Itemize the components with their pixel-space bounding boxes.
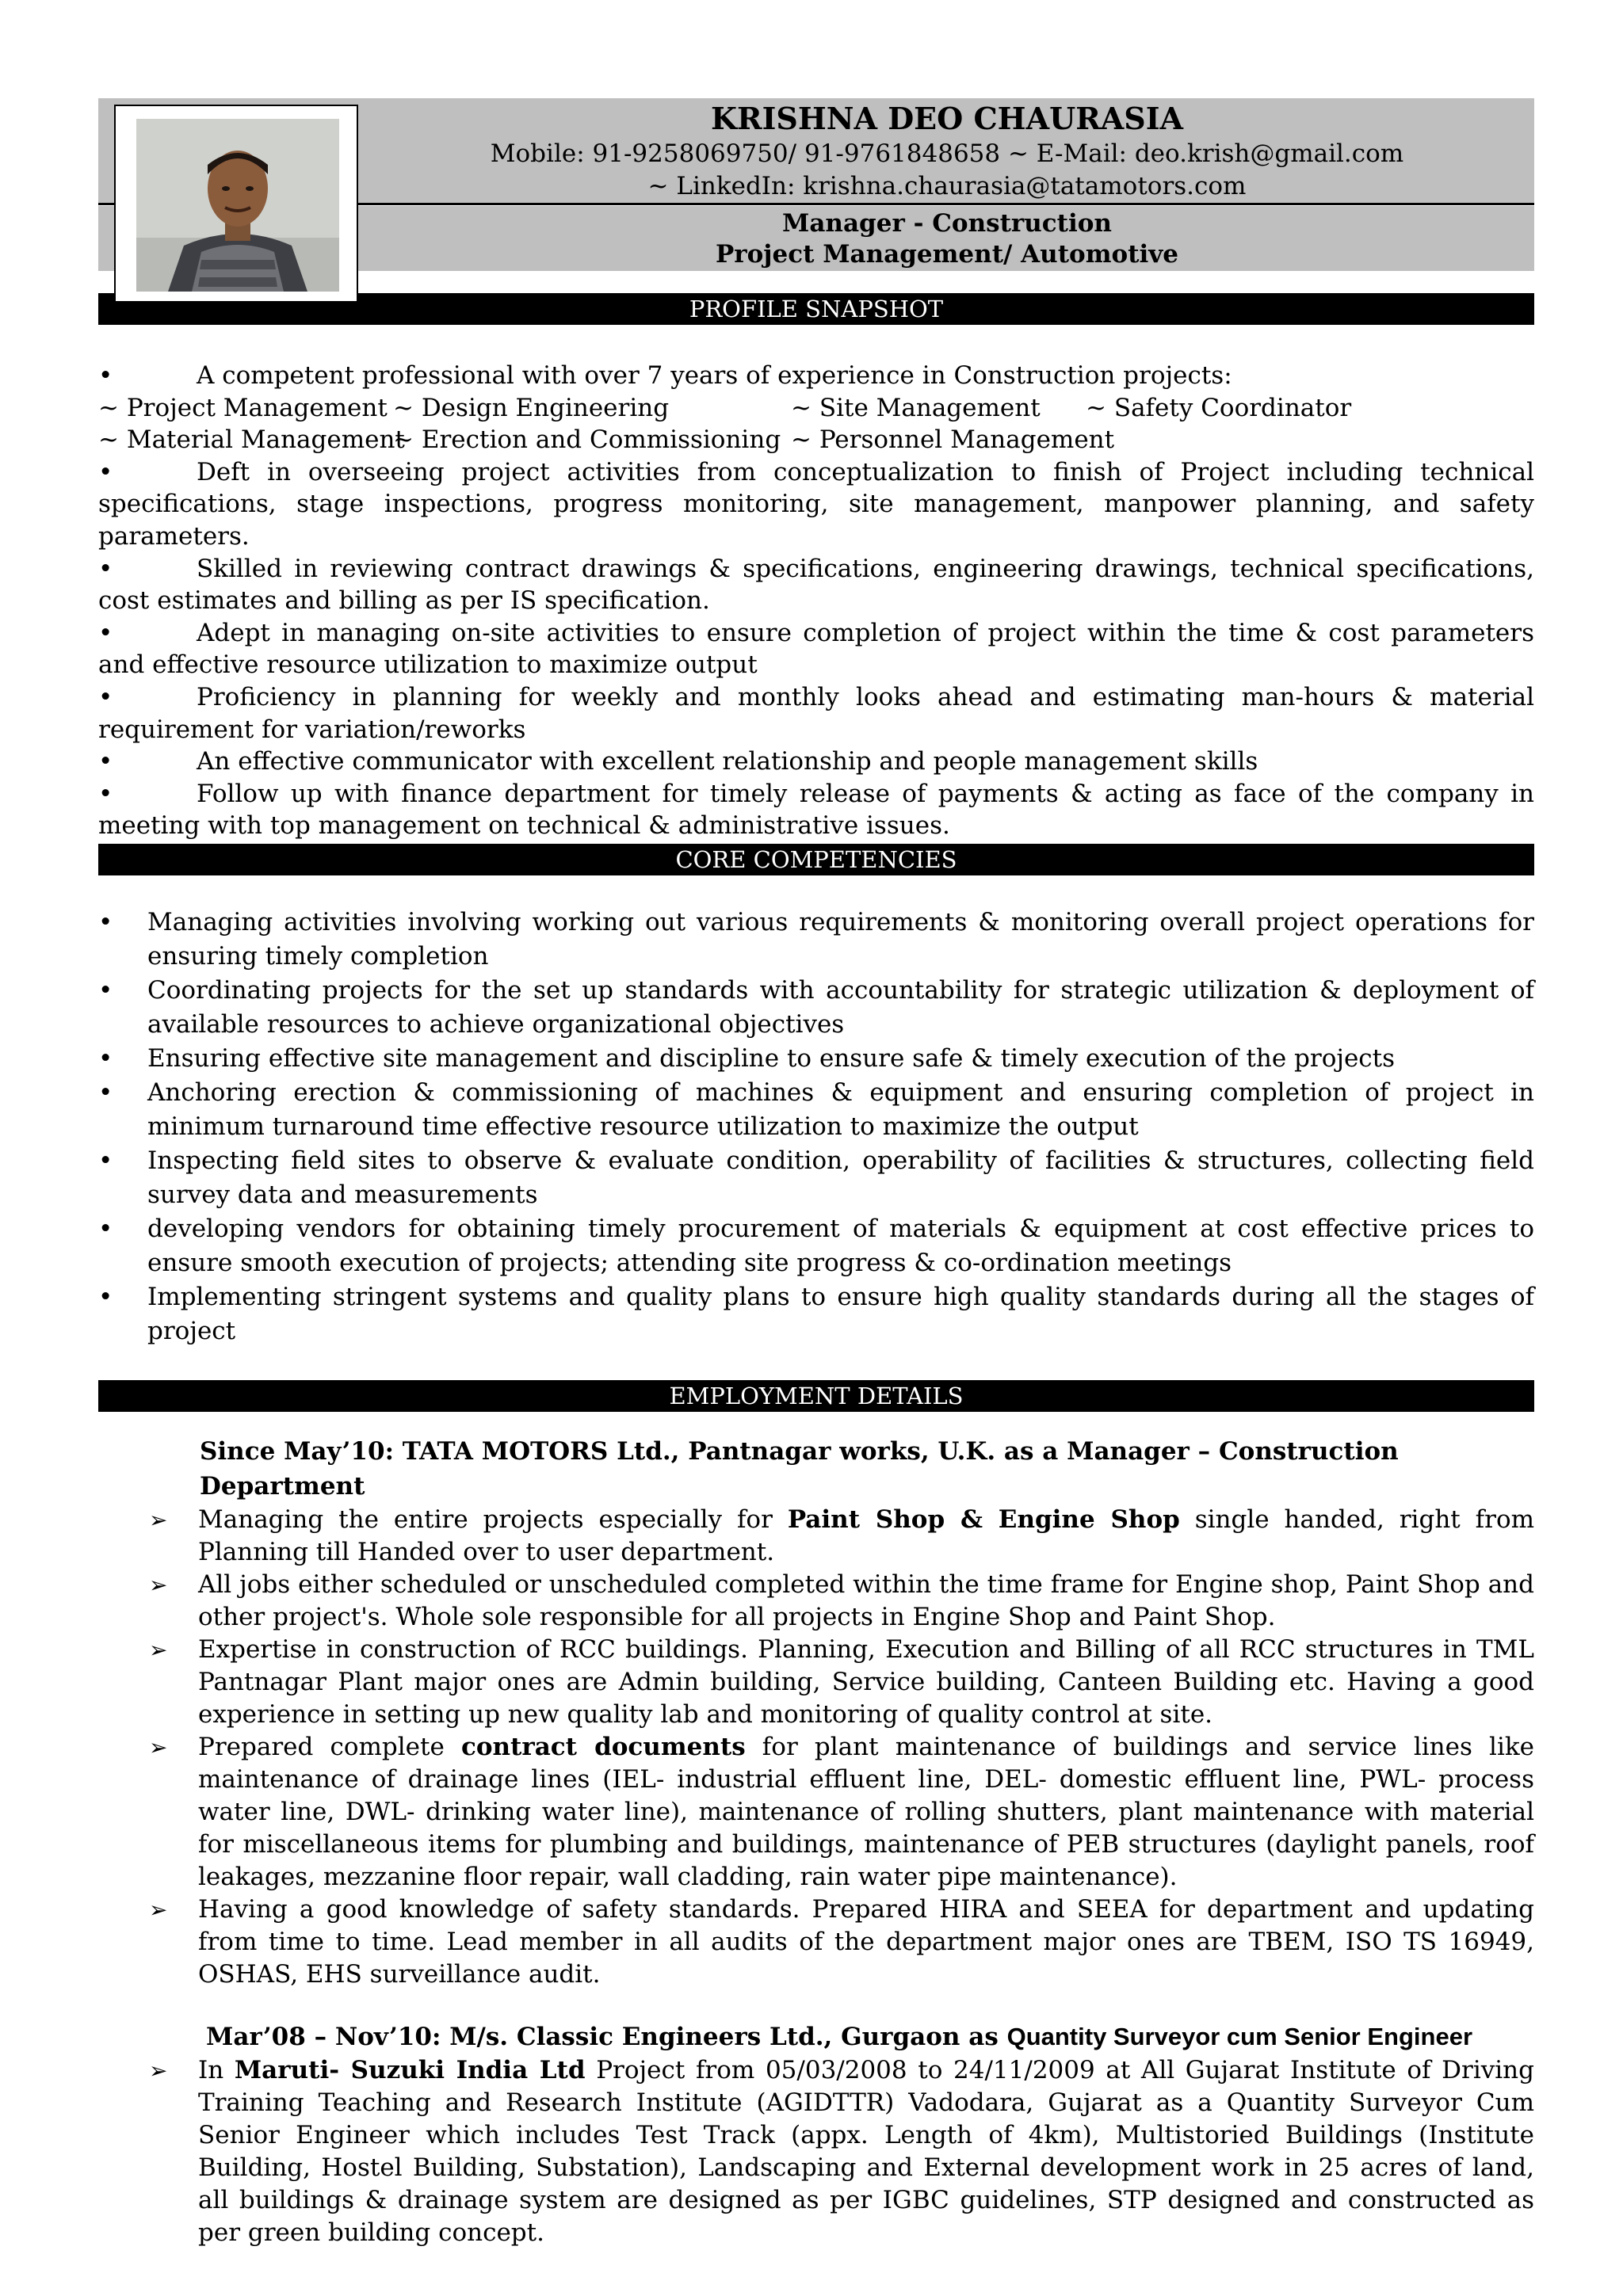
profile-bullet: • Skilled in reviewing contract drawings & specifications, engineering drawings, technical specifications, cost estimates and billing as per IS specification. [98, 554, 1534, 616]
resume-page [98, 98, 1534, 2249]
skill-item: ~ Erection and Commissioning [393, 425, 781, 455]
bullet-icon: • [98, 747, 113, 776]
list-item: ➢ All jobs either scheduled or unscheduled completed within the time frame for Engine shop, Paint Shop and other project's. Whole sole responsible for all projects in Engine Shop and Paint Shop. [149, 1569, 1534, 1631]
list-item: ➢ Managing the entire projects especially for Paint Shop & Engine Shop single handed, right from Planning till Handed over to user department. [149, 1505, 1534, 1566]
list-item: ➢ Having a good knowledge of safety standards. Prepared HIRA and SEEA for department and updating from time to time. Lead member in all audits of the department major ones are TBEM, ISO TS 16949, OSHAS, EHS surveillance audit. [149, 1894, 1534, 1989]
employment-details [98, 1434, 1534, 2249]
bullet-icon: • [98, 1077, 113, 1107]
skill-item: ~ Project Management [98, 393, 388, 422]
skills-row-2 [98, 424, 1534, 456]
section-profile-snapshot: PROFILE SNAPSHOT [98, 293, 1534, 325]
list-item: • Coordinating projects for the set up standards with accountability for strategic utilization & deployment of available resources to achieve organizational objectives [98, 974, 1534, 1042]
list-item: ➢ Prepared complete contract documents for plant maintenance of buildings and service lines like maintenance of drainage lines (IEL- industrial effluent line, DEL- domestic effluent line, PWL- process water line, DWL- drinking water line), maintenance of rolling shutters, plant maintenance with material for miscellaneous items for plumbing and buildings, maintenance of PEB structures (daylight panels, roof leakages, mezzanine floor repair, wall cladding, rain water pipe maintenance). [149, 1732, 1534, 1891]
list-item: • Implementing stringent systems and quality plans to ensure high quality standards during all the stages of project [98, 1280, 1534, 1348]
photo-frame [114, 105, 358, 303]
profile-bullet: • Deft in overseeing project activities from conceptualization to finish of Project including technical specifications, stage inspections, progress monitoring, site management, manpower planning, and safety parameters. [98, 457, 1534, 551]
skill-item: ~ Personnel Management [791, 425, 1115, 455]
bullet-icon: • [98, 682, 113, 711]
candidate-name: KRISHNA DEO CHAURASIA [711, 101, 1183, 136]
bullet-icon: • [98, 1282, 113, 1311]
linkedin-line: ~ LinkedIn: krishna.chaurasia@tatamotors.com [647, 172, 1247, 200]
job-responsibilities-tata [98, 1504, 1534, 1991]
job-title: Manager - Construction [782, 209, 1112, 238]
job-heading-classic: Mar’08 – Nov’10: M/s. Classic Engineers Ltd., Gurgaon as Quantity Surveyor cum Senior Engineer [206, 2022, 1473, 2051]
arrow-bullet-icon: ➢ [149, 1896, 168, 1923]
list-item: • Inspecting field sites to observe & evaluate condition, operability of facilities & structures, collecting field survey data and measurements [98, 1144, 1534, 1212]
profile-bullet: • An effective communicator with excellent relationship and people management skills [98, 746, 1534, 778]
list-item: • developing vendors for obtaining timely procurement of materials & equipment at cost effective prices to ensure smooth execution of projects; attending site progress & co-ordination meetings [98, 1212, 1534, 1280]
contact-line: Mobile: 91-9258069750/ 91-9761848658 ~ E-Mail: deo.krish@gmail.com [490, 139, 1404, 168]
bullet-icon: • [98, 907, 113, 936]
bullet-icon: • [98, 618, 113, 647]
bullet-icon: • [98, 361, 113, 390]
section-core-competencies: CORE COMPETENCIES [98, 844, 1534, 875]
arrow-bullet-icon: ➢ [149, 1733, 168, 1760]
bullet-icon: • [98, 779, 113, 808]
bullet-icon: • [98, 554, 113, 583]
skill-item: ~ Safety Coordinator [1086, 393, 1352, 422]
arrow-bullet-icon: ➢ [149, 1636, 168, 1663]
profile-summary [98, 360, 1534, 842]
arrow-bullet-icon: ➢ [149, 1506, 168, 1533]
profile-bullet: • Follow up with finance department for timely release of payments & acting as face of the company in meeting with top management on technical & administrative issues. [98, 779, 1534, 841]
profile-bullet: • Proficiency in planning for weekly and monthly looks ahead and estimating man-hours & material requirement for variation/reworks [98, 682, 1534, 744]
bullet-icon: • [98, 975, 113, 1005]
skills-row-1 [98, 392, 1534, 425]
skill-item: ~ Material Management [98, 425, 405, 455]
section-employment-details: EMPLOYMENT DETAILS [98, 1380, 1534, 1412]
bullet-icon: • [98, 457, 113, 486]
list-item: • Ensuring effective site management and discipline to ensure safe & timely execution of the projects [98, 1042, 1534, 1076]
bullet-icon: • [98, 1043, 113, 1073]
bullet-icon: • [98, 1146, 113, 1175]
list-item: • Anchoring erection & commissioning of machines & equipment and ensuring completion of project in minimum turnaround time effective resource utilization to maximize the output [98, 1076, 1534, 1144]
profile-photo [136, 119, 339, 292]
skill-item: ~ Site Management [791, 393, 1041, 422]
arrow-bullet-icon: ➢ [149, 2057, 168, 2084]
job-domain: Project Management/ Automotive [715, 240, 1179, 269]
profile-intro: • A competent professional with over 7 years of experience in Construction projects: [98, 360, 1534, 392]
profile-bullet: • Adept in managing on-site activities to ensure completion of project within the time & cost parameters and effective resource utilization to maximize output [98, 618, 1534, 680]
resume-header [98, 98, 1534, 308]
list-item: ➢ Expertise in construction of RCC buildings. Planning, Execution and Billing of all RCC structures in TML Pantnagar Plant major ones are Admin building, Service building, Canteen Building etc. Having a good experience in setting up new quality lab and monitoring of quality control at site. [149, 1634, 1534, 1729]
job-responsibilities-classic [98, 2054, 1534, 2249]
list-item: • Managing activities involving working out various requirements & monitoring overall project operations for ensuring timely completion [98, 906, 1534, 974]
bullet-icon: • [98, 1214, 113, 1243]
list-item: ➢ In Maruti- Suzuki India Ltd Project from 05/03/2008 to 24/11/2009 at All Gujarat Institute of Driving Training Teaching and Research Institute (AGIDTTR) Vadodara, Gujarat as a Quantity Surveyor Cum Senior Engineer which includes Test Track (appx. Length of 4km), Multistoried Buildings (Institute Building, Hostel Building, Substation), Landscaping and External development work in 25 acres of land, all buildings & drainage system are designed as per IGBC guidelines, STP designed and constructed as per green building concept. [149, 2055, 1534, 2247]
arrow-bullet-icon: ➢ [149, 1571, 168, 1598]
job-heading-tata: Since May’10: TATA MOTORS Ltd., Pantnagar works, U.K. as a Manager – Construction Department [200, 1436, 1399, 1501]
core-competencies-list [98, 906, 1534, 1348]
skill-item: ~ Design Engineering [393, 393, 670, 422]
